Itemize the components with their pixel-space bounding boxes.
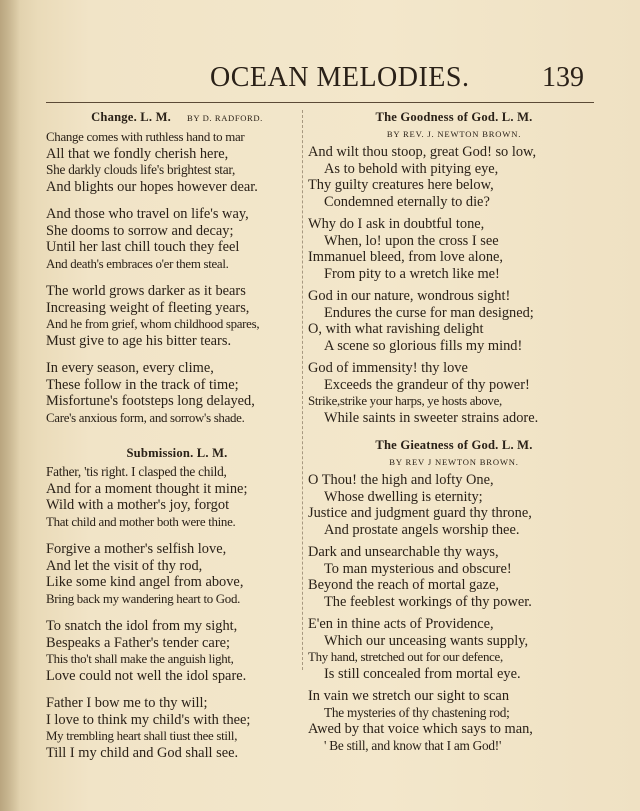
verse-line: That child and mother both were thine. xyxy=(46,514,236,529)
running-head xyxy=(190,62,610,98)
verse-line: Immanuel bleed, from love alone, xyxy=(308,249,504,265)
stanza xyxy=(46,695,308,761)
verse-line: These follow in the track of time; xyxy=(46,376,239,393)
verse-line: To snatch the idol from my sight, xyxy=(46,618,238,634)
hymn-title-text: Change. L. M. xyxy=(91,110,172,124)
stanza xyxy=(46,283,308,349)
verse-line: To man mysterious and obscure! xyxy=(324,560,512,577)
verse-line: Condemned eternally to die? xyxy=(324,193,490,210)
verse-line: The world grows darker as it bears xyxy=(46,283,246,299)
verse-line: Father I bow me to thy will; xyxy=(46,695,208,711)
verse-line: Whose dwelling is eternity; xyxy=(324,488,483,505)
page-number: 139 xyxy=(542,62,584,93)
hymn-goodness-of-god xyxy=(308,110,600,426)
verse-line: In vain we stretch our sight to scan xyxy=(308,688,510,704)
verse-line: Bespeaks a Father's tender care; xyxy=(46,634,230,651)
stanza xyxy=(46,618,308,684)
stanza xyxy=(308,360,600,426)
verse-line: The feeblest workings of thy power. xyxy=(324,593,532,610)
verse-line: Which our unceasing wants supply, xyxy=(324,632,529,649)
verse-line: Must give to age his bitter tears. xyxy=(46,332,232,349)
verse-line: Care's anxious form, and sorrow's shade. xyxy=(46,410,245,425)
stanza xyxy=(308,288,600,354)
page-gutter-shadow xyxy=(0,0,20,811)
verse-line: Dark and unsearchable thy ways, xyxy=(308,544,499,560)
left-column xyxy=(46,106,308,761)
hymn-title xyxy=(46,110,308,126)
verse-line: A scene so glorious fills my mind! xyxy=(324,337,523,354)
verse-line: In every season, every clime, xyxy=(46,360,214,376)
verse-line: Thy hand, stretched out for our defence, xyxy=(308,650,503,664)
stanza xyxy=(308,216,600,282)
right-column xyxy=(308,106,600,754)
verse-line: This tho't shall make the anguish light, xyxy=(46,652,234,666)
stanza xyxy=(46,129,308,195)
verse-line: Until her last chill touch they feel xyxy=(46,239,240,255)
hymn-byline: BY D. RADFORD. xyxy=(187,113,263,123)
verse-line: And let the visit of thy rod, xyxy=(46,557,203,574)
verse-line: When, lo! upon the cross I see xyxy=(324,232,499,249)
verse-line: Justice and judgment guard thy throne, xyxy=(308,505,532,521)
verse-line: O Thou! the high and lofty One, xyxy=(308,472,494,488)
verse-line: Increasing weight of fleeting years, xyxy=(46,299,250,316)
verse-line: All that we fondly cherish here, xyxy=(46,145,229,162)
hymn-change xyxy=(46,110,308,426)
verse-line: Love could not well the idol spare. xyxy=(46,667,247,684)
hymn-author: BY REV J NEWTON BROWN. xyxy=(389,457,519,467)
verse-line: Change comes with ruthless hand to mar xyxy=(46,130,245,144)
stanza xyxy=(308,544,600,610)
verse-line: Why do I ask in doubtful tone, xyxy=(308,216,485,232)
hymn-greatness-of-god xyxy=(308,438,600,754)
verse-line: Misfortune's footsteps long delayed, xyxy=(46,393,255,409)
verse-line: And prostate angels worship thee. xyxy=(324,521,520,538)
verse-line: While saints in sweeter strains adore. xyxy=(324,409,539,426)
hymn-submission xyxy=(46,446,308,761)
hymn-title: Submission. L. M. xyxy=(126,446,228,460)
verse-line: Endures the curse for man designed; xyxy=(324,304,534,321)
verse-line: And blights our hopes however dear. xyxy=(46,178,258,195)
verse-line: And those who travel on life's way, xyxy=(46,206,249,222)
verse-line: As to behold with pitying eye, xyxy=(324,160,499,177)
verse-line: ' Be still, and know that I am God!' xyxy=(324,737,502,753)
hymn-author: BY REV. J. NEWTON BROWN. xyxy=(386,129,522,139)
verse-line: God of immensity! thy love xyxy=(308,360,468,376)
verse-line: I love to think my child's with thee; xyxy=(46,711,251,728)
verse-line: The mysteries of thy chastening rod; xyxy=(324,704,510,720)
verse-line: Father, 'tis right. I clasped the child, xyxy=(46,464,227,479)
hymn-title: The Goodness of God. L. M. xyxy=(375,110,533,124)
verse-line: Thy guilty creatures here below, xyxy=(308,177,494,193)
verse-line: Exceeds the grandeur of thy power! xyxy=(324,376,530,393)
stanza xyxy=(46,464,308,530)
verse-line: Forgive a mother's selfish love, xyxy=(46,541,227,557)
stanza xyxy=(308,144,600,210)
verse-line: Till I my child and God shall see. xyxy=(46,744,239,761)
verse-line: She dooms to sorrow and decay; xyxy=(46,222,234,239)
verse-line: And for a moment thought it mine; xyxy=(46,480,248,497)
verse-line: Beyond the reach of mortal gaze, xyxy=(308,577,499,593)
verse-line: And death's embraces o'er them steal. xyxy=(46,256,229,271)
verse-line: And wilt thou stoop, great God! so low, xyxy=(308,144,537,160)
verse-line: From pity to a wretch like me! xyxy=(324,265,500,282)
stanza xyxy=(308,472,600,538)
verse-line: O, with what ravishing delight xyxy=(308,321,484,337)
verse-line: Wild with a mother's joy, forgot xyxy=(46,497,230,513)
stanza xyxy=(46,360,308,426)
stanza xyxy=(46,541,308,607)
hymn-title: The Gieatness of God. L. M. xyxy=(375,438,533,452)
verse-line: My trembling heart shall tiust thee still, xyxy=(46,729,238,743)
stanza xyxy=(46,206,308,272)
header-rule xyxy=(46,102,594,103)
verse-line: Is still concealed from mortal eye. xyxy=(324,665,521,682)
verse-line: And he from grief, whom childhood spares, xyxy=(46,317,260,331)
verse-line: Bring back my wandering heart to God. xyxy=(46,591,241,606)
verse-line: She darkly clouds life's brightest star, xyxy=(46,162,236,177)
verse-line: Strike,strike your harps, ye hosts above, xyxy=(308,394,502,408)
verse-line: E'en in thine acts of Providence, xyxy=(308,616,494,632)
running-head-title: OCEAN MELODIES. xyxy=(210,62,470,93)
stanza xyxy=(308,688,600,754)
verse-line: Awed by that voice which says to man, xyxy=(308,721,533,737)
verse-line: God in our nature, wondrous sight! xyxy=(308,288,511,304)
stanza xyxy=(308,616,600,682)
verse-line: Like some kind angel from above, xyxy=(46,574,244,590)
